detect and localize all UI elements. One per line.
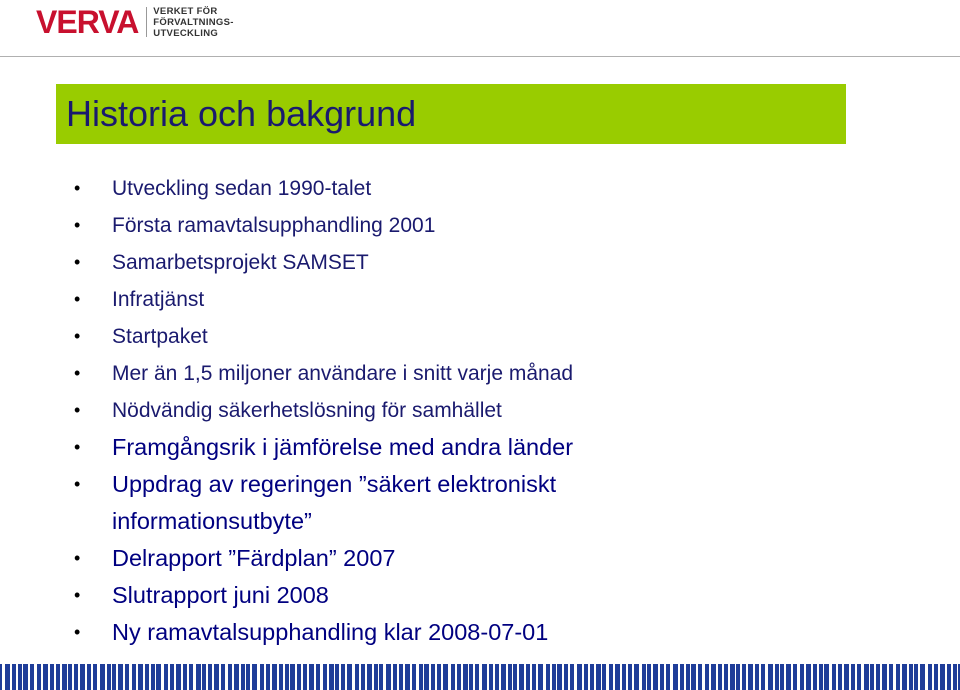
- footer-stripe: [907, 664, 909, 690]
- title-bar: [56, 84, 846, 144]
- footer-stripe: [829, 664, 832, 690]
- footer-stripe: [327, 664, 329, 690]
- footer-stripe: [913, 664, 914, 690]
- footer-stripe: [359, 664, 361, 690]
- footer-stripe: [91, 664, 93, 690]
- footer-stripe: [129, 664, 132, 690]
- footer-stripe: [765, 664, 768, 690]
- footer-stripe: [352, 664, 355, 690]
- footer-stripe: [143, 664, 145, 690]
- footer-stripe: [722, 664, 724, 690]
- footer-stripe: [397, 664, 399, 690]
- footer-stripe: [239, 664, 241, 690]
- footer-stripe: [212, 664, 214, 690]
- footer-stripe: [797, 664, 800, 690]
- logo-tagline-line: VERKET FÖR: [153, 5, 218, 17]
- footer-stripe: [836, 664, 838, 690]
- footer-stripe: [123, 664, 125, 690]
- footer-stripe: [97, 664, 100, 690]
- logo-tagline-line: FÖRVALTNINGS-: [153, 16, 234, 28]
- footer-stripe: [957, 664, 958, 690]
- footer-stripe: [410, 664, 412, 690]
- footer-stripe: [372, 664, 374, 690]
- footer-stripe: [487, 664, 489, 690]
- footer-stripe: [307, 664, 309, 690]
- footer-stripe: [136, 664, 138, 690]
- footer-stripe: [861, 664, 864, 690]
- footer-stripe: [155, 664, 156, 690]
- footer-stripe: [670, 664, 673, 690]
- bullet-item: • Uppdrag av regeringen ”säkert elektroniskt informationsutbyte”: [70, 466, 672, 540]
- footer-pattern-band: [0, 664, 960, 690]
- footer-stripe: [702, 664, 705, 690]
- footer-stripe: [245, 664, 246, 690]
- footer-stripe: [391, 664, 393, 690]
- footer-stripe: [817, 664, 819, 690]
- footer-stripe: [479, 664, 482, 690]
- logo-tagline: [153, 6, 233, 39]
- footer-stripe: [270, 664, 272, 690]
- footer-stripe: [524, 664, 526, 690]
- footer-stripe: [779, 664, 780, 690]
- footer-stripe: [606, 664, 609, 690]
- footer-stripe: [620, 664, 622, 690]
- footer-stripe: [735, 664, 736, 690]
- footer-stripe: [773, 664, 775, 690]
- footer-stripe: [550, 664, 552, 690]
- footer-stripe: [72, 664, 74, 690]
- footer-stripe: [582, 664, 584, 690]
- footer-stripe: [918, 664, 920, 690]
- footer-stripe: [149, 664, 151, 690]
- footer-stripe: [277, 664, 279, 690]
- footer-stripe: [651, 664, 653, 690]
- footer-stripe: [10, 664, 12, 690]
- footer-stripe: [530, 664, 532, 690]
- footer-stripe: [289, 664, 290, 690]
- footer-stripe: [709, 664, 711, 690]
- footer-stripe: [536, 664, 538, 690]
- bullet-item: • Ny ramavtalsupphandling klar 2008-07-01: [70, 614, 930, 651]
- footer-stripe: [601, 664, 602, 690]
- footer-stripe: [168, 664, 170, 690]
- footer-stripe: [900, 664, 902, 690]
- footer-stripe: [225, 664, 228, 690]
- footer-stripe: [664, 664, 666, 690]
- footer-stripe: [880, 664, 882, 690]
- footer-stripe: [60, 664, 62, 690]
- bullet-item: • Framgångsrik i jämförelse med andra länder: [70, 429, 930, 466]
- bullet-item: • Första ramavtalsupphandling 2001: [70, 207, 930, 244]
- footer-stripe: [784, 664, 786, 690]
- bullet-item: • Delrapport ”Färdplan” 2007: [70, 540, 930, 577]
- footer-stripe: [594, 664, 596, 690]
- footer-stripe: [34, 664, 37, 690]
- footer-stripe: [461, 664, 463, 690]
- footer-stripe: [416, 664, 419, 690]
- bullet-item: • Infratjänst: [70, 281, 930, 318]
- footer-stripe: [791, 664, 793, 690]
- footer-stripe: [690, 664, 691, 690]
- footer-stripe: [441, 664, 443, 690]
- bullet-list: [70, 170, 930, 651]
- footer-stripe: [556, 664, 557, 690]
- footer-stripe: [250, 664, 252, 690]
- footer-stripe: [116, 664, 118, 690]
- footer-stripe: [383, 664, 386, 690]
- footer-stripe: [696, 664, 698, 690]
- footer-stripe: [187, 664, 189, 690]
- logo-divider: [146, 7, 147, 37]
- footer-stripe: [626, 664, 628, 690]
- footer-stripe: [632, 664, 634, 690]
- footer-stripe: [684, 664, 686, 690]
- logo-tagline-line: UTVECKLING: [153, 27, 219, 39]
- footer-stripe: [639, 664, 642, 690]
- footer-stripe: [517, 664, 519, 690]
- footer-stripe: [448, 664, 451, 690]
- footer-stripe: [568, 664, 570, 690]
- header-divider: [0, 56, 960, 57]
- footer-stripe: [646, 664, 647, 690]
- bullet-item: • Utveckling sedan 1990-talet: [70, 170, 930, 207]
- footer-stripe: [283, 664, 285, 690]
- bullet-item: • Startpaket: [70, 318, 930, 355]
- footer-stripe: [932, 664, 934, 690]
- footer-stripe: [201, 664, 202, 690]
- footer-stripe: [314, 664, 316, 690]
- footer-stripe: [613, 664, 615, 690]
- footer-stripe: [161, 664, 164, 690]
- footer-stripe: [740, 664, 742, 690]
- footer-stripe: [403, 664, 405, 690]
- footer-stripe: [85, 664, 87, 690]
- footer-stripe: [174, 664, 176, 690]
- footer-stripe: [455, 664, 457, 690]
- footer-stripe: [869, 664, 870, 690]
- footer-stripe: [181, 664, 183, 690]
- footer-stripe: [28, 664, 30, 690]
- footer-stripe: [378, 664, 379, 690]
- footer-stripe: [506, 664, 508, 690]
- footer-stripe: [887, 664, 889, 690]
- footer-stripe: [753, 664, 755, 690]
- footer-stripe: [423, 664, 424, 690]
- footer-stripe: [345, 664, 347, 690]
- footer-stripe: [295, 664, 297, 690]
- footer-stripe: [334, 664, 335, 690]
- footer-stripe: [925, 664, 928, 690]
- footer-stripe: [842, 664, 844, 690]
- footer-stripe: [435, 664, 437, 690]
- footer-stripe: [206, 664, 208, 690]
- footer-stripe: [893, 664, 896, 690]
- footer-stripe: [811, 664, 813, 690]
- footer-stripe: [16, 664, 18, 690]
- footer-stripe: [938, 664, 940, 690]
- bullet-item: • Nödvändig säkerhetslösning för samhället: [70, 392, 930, 429]
- slide-title: Historia och bakgrund: [66, 93, 417, 134]
- footer-stripe: [728, 664, 730, 690]
- logo-wordmark: VERVA: [36, 4, 139, 40]
- footer-stripe: [543, 664, 546, 690]
- footer-stripe: [339, 664, 341, 690]
- footer-stripe: [264, 664, 266, 690]
- footer-stripe: [105, 664, 107, 690]
- footer-stripe: [193, 664, 196, 690]
- footer-stripe: [945, 664, 947, 690]
- footer-stripe: [512, 664, 513, 690]
- footer-stripe: [429, 664, 431, 690]
- footer-stripe: [562, 664, 564, 690]
- footer-stripe: [759, 664, 761, 690]
- footer-stripe: [951, 664, 953, 690]
- footer-stripe: [257, 664, 260, 690]
- bullet-item: • Mer än 1,5 miljoner användare i snitt varje månad: [70, 355, 930, 392]
- footer-stripe: [574, 664, 577, 690]
- footer-stripe: [874, 664, 876, 690]
- footer-stripe: [2, 664, 5, 690]
- footer-stripe: [746, 664, 748, 690]
- footer-stripe: [67, 664, 68, 690]
- footer-stripe: [219, 664, 221, 690]
- footer-stripe: [41, 664, 43, 690]
- footer-stripe: [588, 664, 590, 690]
- footer-stripe: [658, 664, 660, 690]
- footer-stripe: [823, 664, 824, 690]
- footer-stripe: [54, 664, 56, 690]
- footer-stripe: [22, 664, 23, 690]
- footer-stripe: [111, 664, 112, 690]
- bullet-item: • Samarbetsprojekt SAMSET: [70, 244, 930, 281]
- footer-stripe: [48, 664, 50, 690]
- verva-logo: [36, 4, 234, 40]
- bullet-item: • Slutrapport juni 2008: [70, 577, 930, 614]
- footer-stripe: [804, 664, 806, 690]
- footer-stripe: [849, 664, 851, 690]
- footer-stripe: [716, 664, 718, 690]
- footer-stripe: [320, 664, 323, 690]
- footer-stripe: [473, 664, 475, 690]
- footer-stripe: [493, 664, 495, 690]
- footer-stripe: [678, 664, 680, 690]
- footer-stripe: [855, 664, 857, 690]
- footer-stripe: [365, 664, 367, 690]
- footer-stripe: [499, 664, 501, 690]
- footer-stripe: [232, 664, 234, 690]
- footer-stripe: [78, 664, 80, 690]
- footer-stripe: [468, 664, 469, 690]
- footer-stripe: [301, 664, 303, 690]
